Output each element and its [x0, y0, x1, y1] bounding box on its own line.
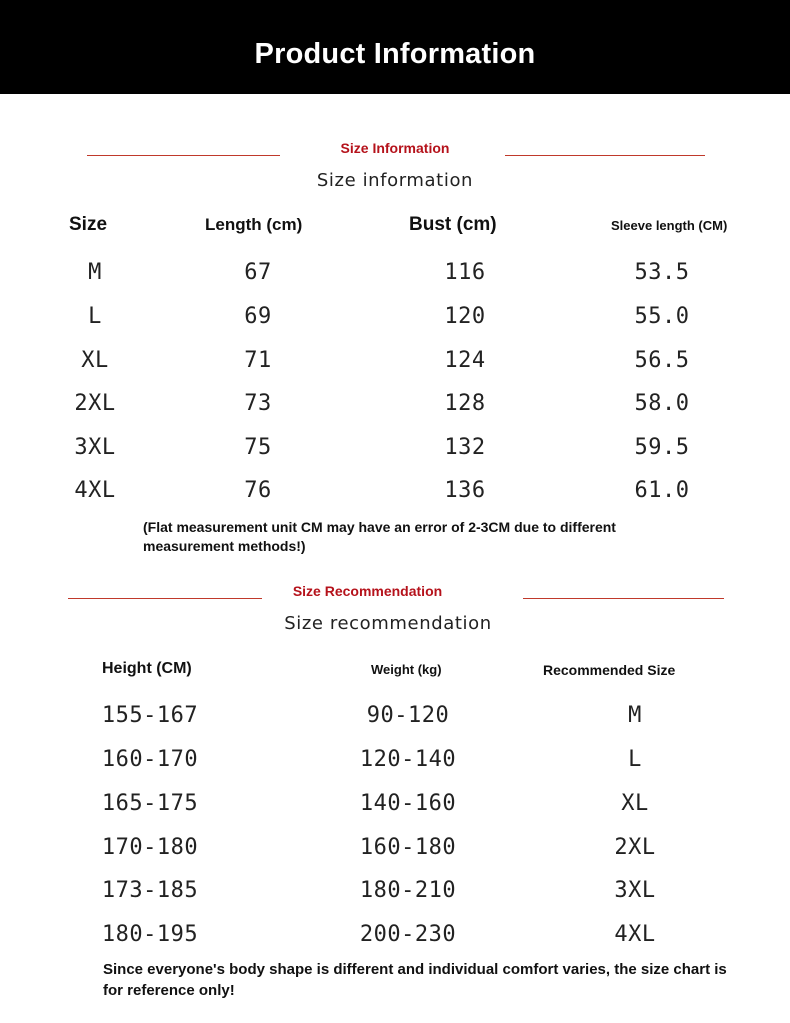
sleeve-cell: 59.5 [634, 435, 690, 460]
sleeve-cell: 53.5 [634, 260, 690, 285]
weight-cell: 180-210 [359, 878, 457, 903]
length-cell: 71 [244, 348, 272, 373]
subtitle-size-info: Size information [316, 170, 474, 191]
page-title: Product Information [254, 38, 536, 70]
size-cell: XL [81, 348, 109, 373]
col-head-height: Height (CM) [102, 660, 192, 677]
rec-size-cell: M [628, 703, 642, 728]
col-head-bust: Bust (cm) [409, 214, 497, 235]
height-cell: 173-185 [101, 878, 199, 903]
measurement-note: (Flat measurement unit CM may have an error of 2-3CM due to different measurement methods!) [143, 519, 616, 554]
size-cell: L [88, 304, 102, 329]
header-bar [0, 0, 790, 94]
col-head-weight: Weight (kg) [371, 662, 442, 677]
divider-right [505, 155, 705, 156]
divider-right [523, 598, 724, 599]
col-head-size: Size [69, 214, 108, 235]
height-cell: 160-170 [101, 747, 199, 772]
reference-note: Since everyone's body shape is different and individual comfort varies, the size chart is for reference only! [103, 961, 727, 999]
size-cell: 2XL [74, 391, 116, 416]
bust-cell: 124 [444, 348, 486, 373]
length-cell: 73 [244, 391, 272, 416]
length-cell: 67 [244, 260, 272, 285]
divider-left [87, 155, 280, 156]
subtitle-size-rec: Size recommendation [284, 613, 492, 634]
size-cell: 4XL [74, 478, 116, 503]
sleeve-cell: 61.0 [634, 478, 690, 503]
length-cell: 76 [244, 478, 272, 503]
rec-size-cell: 3XL [614, 878, 656, 903]
sleeve-cell: 56.5 [634, 348, 690, 373]
bust-cell: 136 [444, 478, 486, 503]
rec-size-cell: L [628, 747, 642, 772]
section-label-size-rec: Size Recommendation [292, 583, 443, 599]
weight-cell: 140-160 [359, 791, 457, 816]
sleeve-cell: 58.0 [634, 391, 690, 416]
sleeve-cell: 55.0 [634, 304, 690, 329]
length-cell: 69 [244, 304, 272, 329]
weight-cell: 120-140 [359, 747, 457, 772]
bust-cell: 116 [444, 260, 486, 285]
height-cell: 170-180 [101, 835, 199, 860]
length-cell: 75 [244, 435, 272, 460]
bust-cell: 128 [444, 391, 486, 416]
weight-cell: 160-180 [359, 835, 457, 860]
divider-left [68, 598, 262, 599]
size-cell: 3XL [74, 435, 116, 460]
height-cell: 155-167 [101, 703, 199, 728]
size-cell: M [88, 260, 102, 285]
weight-cell: 90-120 [366, 703, 450, 728]
bust-cell: 132 [444, 435, 486, 460]
bust-cell: 120 [444, 304, 486, 329]
weight-cell: 200-230 [359, 922, 457, 947]
rec-size-cell: 4XL [614, 922, 656, 947]
rec-size-cell: 2XL [614, 835, 656, 860]
rec-size-cell: XL [621, 791, 649, 816]
section-label-size-info: Size Information [340, 140, 450, 156]
col-head-sleeve: Sleeve length (CM) [611, 218, 728, 233]
col-head-length: Length (cm) [205, 215, 303, 234]
height-cell: 180-195 [101, 922, 199, 947]
col-head-recommended: Recommended Size [543, 662, 676, 678]
height-cell: 165-175 [101, 791, 199, 816]
